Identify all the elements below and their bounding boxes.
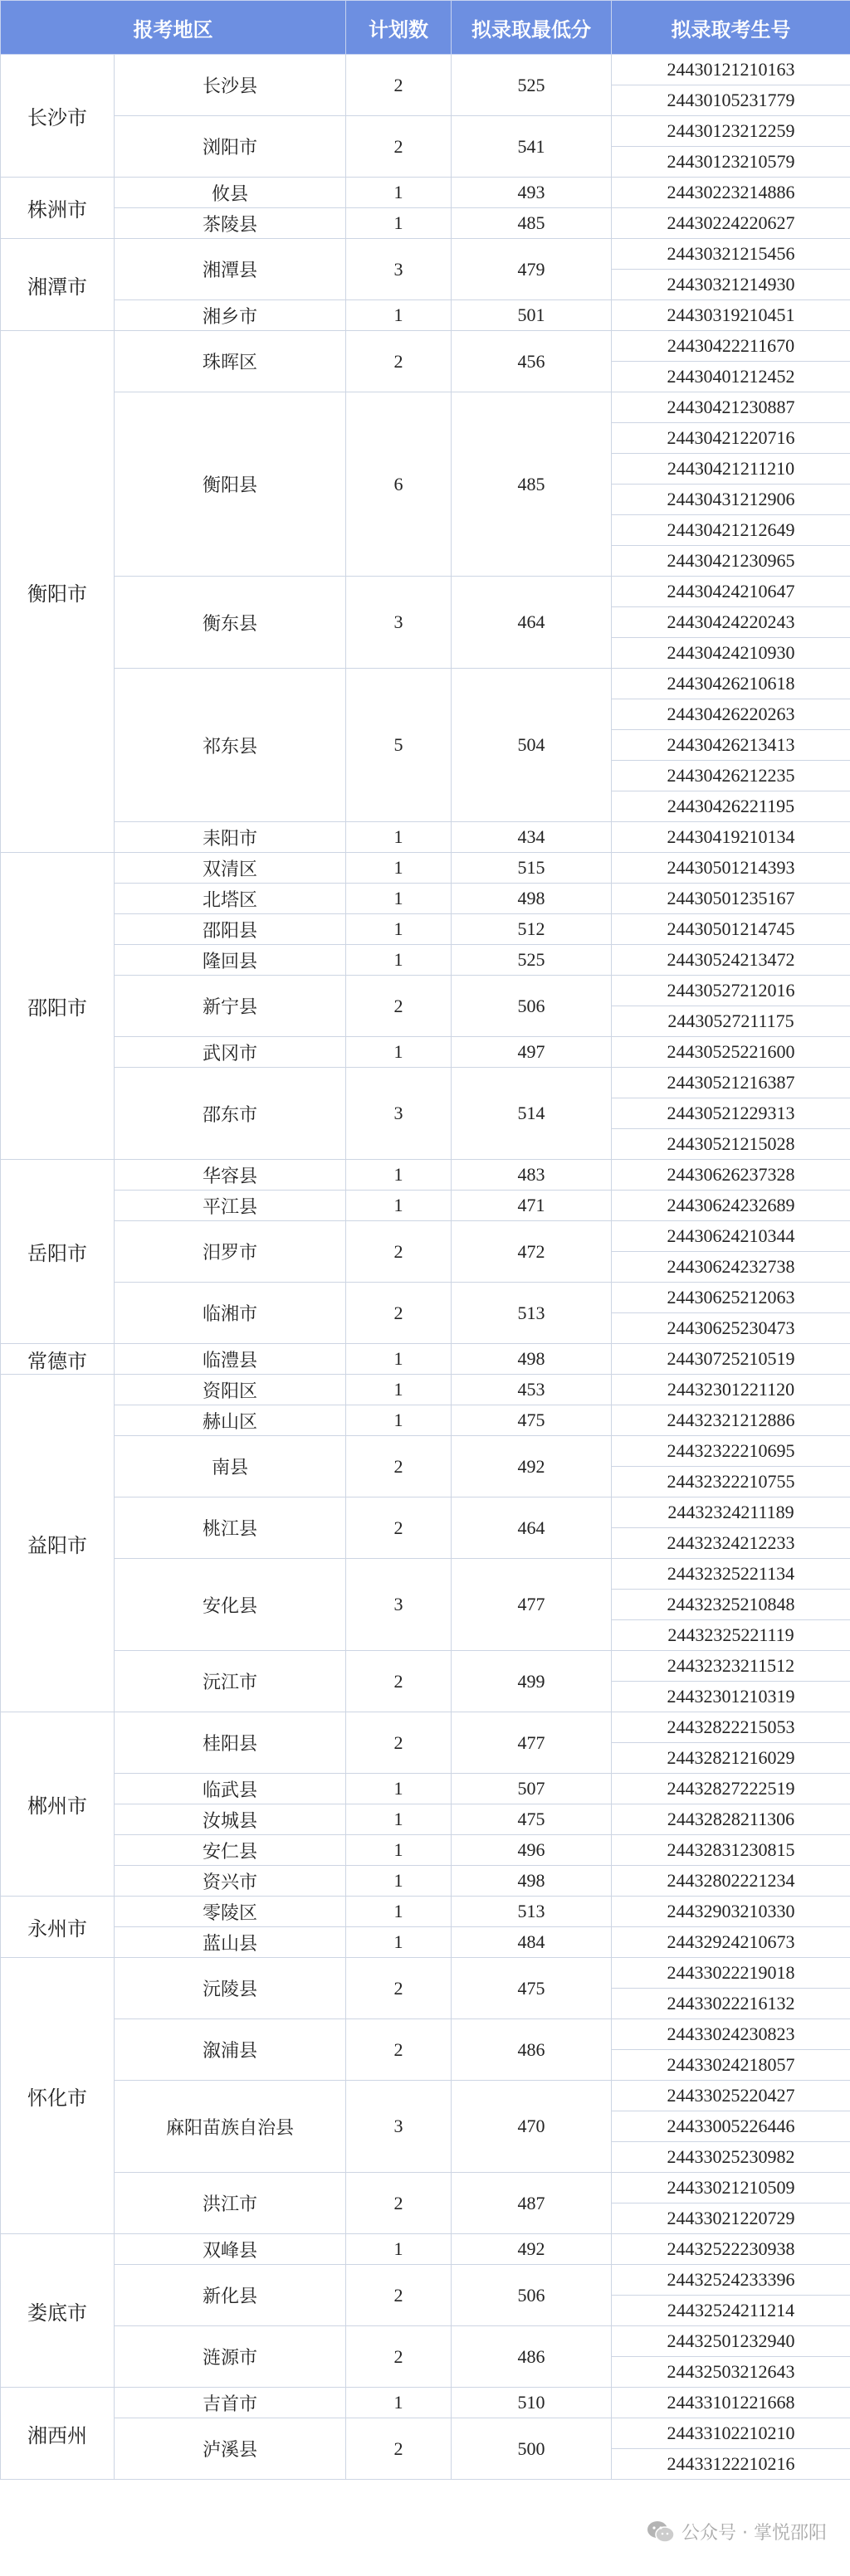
plan-cell: 1: [346, 1160, 452, 1191]
student-id-cell: 24432524233396: [612, 2265, 850, 2296]
min-score-cell: 475: [452, 1804, 612, 1835]
student-id-cell: 24430625230473: [612, 1313, 850, 1344]
table-row: [1, 1405, 850, 1436]
county-cell: 洪江市: [115, 2173, 346, 2234]
student-id-cell: 24430321215456: [612, 239, 850, 270]
plan-cell: 1: [346, 1405, 452, 1436]
header-plan: 计划数: [346, 1, 452, 55]
table-row: [1, 2081, 850, 2111]
county-cell: 衡阳县: [115, 392, 346, 577]
student-id-cell: 24432321212886: [612, 1405, 850, 1436]
plan-cell: 2: [346, 2418, 452, 2480]
student-id-cell: 24432802221234: [612, 1866, 850, 1897]
student-id-cell: 24430521229313: [612, 1098, 850, 1129]
student-id-cell: 24433022216132: [612, 1989, 850, 2019]
county-cell: 华容县: [115, 1160, 346, 1191]
min-score-cell: 434: [452, 822, 612, 853]
student-id-cell: 24430421220716: [612, 423, 850, 454]
table-row: [1, 1897, 850, 1927]
student-id-cell: 24430421211210: [612, 454, 850, 485]
table-row: [1, 1037, 850, 1068]
student-id-cell: 24432322210695: [612, 1436, 850, 1467]
plan-cell: 1: [346, 914, 452, 945]
plan-cell: 1: [346, 1774, 452, 1804]
table-body: [1, 55, 850, 2480]
watermark: [647, 2519, 827, 2544]
student-id-cell: 24430121210163: [612, 55, 850, 85]
student-id-cell: 24433102210210: [612, 2418, 850, 2449]
table-row: [1, 1651, 850, 1682]
min-score-cell: 510: [452, 2388, 612, 2418]
min-score-cell: 484: [452, 1927, 612, 1958]
student-id-cell: 24430624232689: [612, 1191, 850, 1221]
min-score-cell: 513: [452, 1897, 612, 1927]
table-row: [1, 2019, 850, 2050]
city-cell: 益阳市: [1, 1375, 115, 1712]
student-id-cell: 24432301221120: [612, 1375, 850, 1405]
student-id-cell: 24433101221668: [612, 2388, 850, 2418]
plan-cell: 2: [346, 1283, 452, 1344]
student-id-cell: 24430401212452: [612, 362, 850, 392]
student-id-cell: 24430431212906: [612, 485, 850, 515]
county-cell: 涟源市: [115, 2326, 346, 2388]
plan-cell: 3: [346, 2081, 452, 2173]
table-row: [1, 2173, 850, 2203]
plan-cell: 1: [346, 884, 452, 914]
county-cell: 新宁县: [115, 976, 346, 1037]
plan-cell: 2: [346, 1497, 452, 1559]
table-row: [1, 914, 850, 945]
student-id-cell: 24430422211670: [612, 331, 850, 362]
table-row: [1, 1804, 850, 1835]
city-cell: 娄底市: [1, 2234, 115, 2388]
county-cell: 平江县: [115, 1191, 346, 1221]
county-cell: 安化县: [115, 1559, 346, 1651]
county-cell: 赫山区: [115, 1405, 346, 1436]
plan-cell: 5: [346, 669, 452, 822]
county-cell: 茶陵县: [115, 208, 346, 239]
student-id-cell: 24430527212016: [612, 976, 850, 1006]
county-cell: 泸溪县: [115, 2418, 346, 2480]
student-id-cell: 24433024218057: [612, 2050, 850, 2081]
county-cell: 湘潭县: [115, 239, 346, 300]
county-cell: 双峰县: [115, 2234, 346, 2265]
plan-cell: 2: [346, 2019, 452, 2081]
table-row: [1, 1191, 850, 1221]
min-score-cell: 501: [452, 300, 612, 331]
table-row: [1, 945, 850, 976]
student-id-cell: 24432828211306: [612, 1804, 850, 1835]
plan-cell: 1: [346, 300, 452, 331]
table-row: [1, 1283, 850, 1313]
county-cell: 溆浦县: [115, 2019, 346, 2081]
plan-cell: 1: [346, 945, 452, 976]
student-id-cell: 24430426213413: [612, 730, 850, 761]
table-row: [1, 853, 850, 884]
table-row: [1, 300, 850, 331]
city-cell: 湘潭市: [1, 239, 115, 331]
plan-cell: 3: [346, 1068, 452, 1160]
student-id-cell: 24430501235167: [612, 884, 850, 914]
student-id-cell: 24432822215053: [612, 1712, 850, 1743]
student-id-cell: 24430419210134: [612, 822, 850, 853]
min-score-cell: 515: [452, 853, 612, 884]
student-id-cell: 24430421230965: [612, 546, 850, 577]
student-id-cell: 24432323211512: [612, 1651, 850, 1682]
table-row: [1, 822, 850, 853]
plan-cell: 2: [346, 2173, 452, 2234]
table-row: [1, 1559, 850, 1590]
plan-cell: 1: [346, 1375, 452, 1405]
county-cell: 攸县: [115, 178, 346, 208]
min-score-cell: 486: [452, 2019, 612, 2081]
student-id-cell: 24432325210848: [612, 1590, 850, 1620]
plan-cell: 6: [346, 392, 452, 577]
plan-cell: 1: [346, 1037, 452, 1068]
min-score-cell: 483: [452, 1160, 612, 1191]
table-row: [1, 1835, 850, 1866]
county-cell: 沅陵县: [115, 1958, 346, 2019]
min-score-cell: 492: [452, 1436, 612, 1497]
city-cell: 郴州市: [1, 1712, 115, 1897]
county-cell: 安仁县: [115, 1835, 346, 1866]
table-row: [1, 2388, 850, 2418]
county-cell: 邵阳县: [115, 914, 346, 945]
student-id-cell: 24430624232738: [612, 1252, 850, 1283]
min-score-cell: 506: [452, 2265, 612, 2326]
table-row: [1, 884, 850, 914]
min-score-cell: 475: [452, 1958, 612, 2019]
min-score-cell: 479: [452, 239, 612, 300]
table-row: [1, 1221, 850, 1252]
student-id-cell: 24432827222519: [612, 1774, 850, 1804]
plan-cell: 2: [346, 1958, 452, 2019]
student-id-cell: 24430424220243: [612, 607, 850, 638]
table-row: [1, 2265, 850, 2296]
plan-cell: 2: [346, 331, 452, 392]
plan-cell: 1: [346, 178, 452, 208]
county-cell: 南县: [115, 1436, 346, 1497]
plan-cell: 1: [346, 1804, 452, 1835]
min-score-cell: 456: [452, 331, 612, 392]
city-cell: 湘西州: [1, 2388, 115, 2480]
county-cell: 浏阳市: [115, 116, 346, 178]
student-id-cell: 24432501232940: [612, 2326, 850, 2357]
min-score-cell: 506: [452, 976, 612, 1037]
county-cell: 资兴市: [115, 1866, 346, 1897]
student-id-cell: 24432324211189: [612, 1497, 850, 1528]
plan-cell: 1: [346, 1835, 452, 1866]
student-id-cell: 24430626237328: [612, 1160, 850, 1191]
student-id-cell: 24432325221134: [612, 1559, 850, 1590]
student-id-cell: 24430123210579: [612, 147, 850, 178]
student-id-cell: 24433022219018: [612, 1958, 850, 1989]
county-cell: 桃江县: [115, 1497, 346, 1559]
student-id-cell: 24433025230982: [612, 2142, 850, 2173]
min-score-cell: 493: [452, 178, 612, 208]
student-id-cell: 24430527211175: [612, 1006, 850, 1037]
county-cell: 隆回县: [115, 945, 346, 976]
table-row: [1, 1774, 850, 1804]
student-id-cell: 24433005226446: [612, 2111, 850, 2142]
student-id-cell: 24432324212233: [612, 1528, 850, 1559]
county-cell: 耒阳市: [115, 822, 346, 853]
student-id-cell: 24430421230887: [612, 392, 850, 423]
plan-cell: 1: [346, 1927, 452, 1958]
student-id-cell: 24430725210519: [612, 1344, 850, 1375]
student-id-cell: 24433025220427: [612, 2081, 850, 2111]
student-id-cell: 24433021220729: [612, 2203, 850, 2234]
plan-cell: 2: [346, 1436, 452, 1497]
table-row: [1, 669, 850, 699]
plan-cell: 2: [346, 2265, 452, 2326]
table-row: [1, 2418, 850, 2449]
student-id-cell: 24433122210216: [612, 2449, 850, 2480]
table-row: [1, 1866, 850, 1897]
min-score-cell: 464: [452, 577, 612, 669]
student-id-cell: 24432524211214: [612, 2296, 850, 2326]
header-student-id: 拟录取考生号: [612, 1, 850, 55]
table-row: [1, 976, 850, 1006]
county-cell: 零陵区: [115, 1897, 346, 1927]
student-id-cell: 24430424210647: [612, 577, 850, 607]
county-cell: 武冈市: [115, 1037, 346, 1068]
county-cell: 临武县: [115, 1774, 346, 1804]
student-id-cell: 24430426210618: [612, 669, 850, 699]
county-cell: 双清区: [115, 853, 346, 884]
min-score-cell: 485: [452, 392, 612, 577]
min-score-cell: 512: [452, 914, 612, 945]
table-row: [1, 1344, 850, 1375]
min-score-cell: 525: [452, 55, 612, 116]
table-row: [1, 239, 850, 270]
min-score-cell: 507: [452, 1774, 612, 1804]
county-cell: 资阳区: [115, 1375, 346, 1405]
plan-cell: 2: [346, 1651, 452, 1712]
student-id-cell: 24430525221600: [612, 1037, 850, 1068]
plan-cell: 1: [346, 1191, 452, 1221]
plan-cell: 1: [346, 1897, 452, 1927]
min-score-cell: 498: [452, 1344, 612, 1375]
plan-cell: 2: [346, 976, 452, 1037]
header-region: 报考地区: [1, 1, 346, 55]
plan-cell: 1: [346, 822, 452, 853]
city-cell: 株洲市: [1, 178, 115, 239]
plan-cell: 3: [346, 577, 452, 669]
city-cell: 长沙市: [1, 55, 115, 178]
table-row: [1, 1375, 850, 1405]
city-cell: 岳阳市: [1, 1160, 115, 1344]
plan-cell: 1: [346, 1344, 452, 1375]
student-id-cell: 24432522230938: [612, 2234, 850, 2265]
county-cell: 吉首市: [115, 2388, 346, 2418]
min-score-cell: 471: [452, 1191, 612, 1221]
table-row: [1, 1436, 850, 1467]
student-id-cell: 24430224220627: [612, 208, 850, 239]
county-cell: 桂阳县: [115, 1712, 346, 1774]
table-row: [1, 1712, 850, 1743]
student-id-cell: 24433021210509: [612, 2173, 850, 2203]
min-score-cell: 498: [452, 1866, 612, 1897]
plan-cell: 2: [346, 1712, 452, 1774]
min-score-cell: 453: [452, 1375, 612, 1405]
plan-cell: 1: [346, 208, 452, 239]
min-score-cell: 497: [452, 1037, 612, 1068]
city-cell: 永州市: [1, 1897, 115, 1958]
min-score-cell: 475: [452, 1405, 612, 1436]
table-row: [1, 1497, 850, 1528]
min-score-cell: 477: [452, 1559, 612, 1651]
table-row: [1, 116, 850, 147]
min-score-cell: 464: [452, 1497, 612, 1559]
county-cell: 邵东市: [115, 1068, 346, 1160]
student-id-cell: 24430421212649: [612, 515, 850, 546]
student-id-cell: 24430521216387: [612, 1068, 850, 1098]
county-cell: 新化县: [115, 2265, 346, 2326]
student-id-cell: 24430624210344: [612, 1221, 850, 1252]
wechat-icon: [647, 2520, 675, 2544]
table-row: [1, 178, 850, 208]
min-score-cell: 498: [452, 884, 612, 914]
table-row: [1, 331, 850, 362]
student-id-cell: 24430426221195: [612, 791, 850, 822]
student-id-cell: 24430625212063: [612, 1283, 850, 1313]
min-score-cell: 485: [452, 208, 612, 239]
plan-cell: 1: [346, 2234, 452, 2265]
plan-cell: 1: [346, 1866, 452, 1897]
county-cell: 北塔区: [115, 884, 346, 914]
county-cell: 临湘市: [115, 1283, 346, 1344]
county-cell: 汝城县: [115, 1804, 346, 1835]
student-id-cell: 24430524213472: [612, 945, 850, 976]
header-min-score: 拟录取最低分: [452, 1, 612, 55]
county-cell: 长沙县: [115, 55, 346, 116]
county-cell: 沅江市: [115, 1651, 346, 1712]
table-row: [1, 392, 850, 423]
min-score-cell: 477: [452, 1712, 612, 1774]
table-row: [1, 2234, 850, 2265]
plan-cell: 3: [346, 1559, 452, 1651]
county-cell: 临澧县: [115, 1344, 346, 1375]
student-id-cell: 24430521215028: [612, 1129, 850, 1160]
table-row: [1, 1958, 850, 1989]
min-score-cell: 525: [452, 945, 612, 976]
min-score-cell: 500: [452, 2418, 612, 2480]
table-row: [1, 208, 850, 239]
student-id-cell: 24432322210755: [612, 1467, 850, 1497]
student-id-cell: 24430501214393: [612, 853, 850, 884]
student-id-cell: 24432301210319: [612, 1682, 850, 1712]
table-row: [1, 1927, 850, 1958]
student-id-cell: 24430501214745: [612, 914, 850, 945]
min-score-cell: 504: [452, 669, 612, 822]
student-id-cell: 24430321214930: [612, 270, 850, 300]
min-score-cell: 514: [452, 1068, 612, 1160]
student-id-cell: 24430319210451: [612, 300, 850, 331]
county-cell: 湘乡市: [115, 300, 346, 331]
city-cell: 怀化市: [1, 1958, 115, 2234]
plan-cell: 2: [346, 2326, 452, 2388]
plan-cell: 1: [346, 853, 452, 884]
min-score-cell: 541: [452, 116, 612, 178]
student-id-cell: 24430105231779: [612, 85, 850, 116]
student-id-cell: 24432503212643: [612, 2357, 850, 2388]
plan-cell: 2: [346, 55, 452, 116]
plan-cell: 1: [346, 2388, 452, 2418]
student-id-cell: 24430123212259: [612, 116, 850, 147]
county-cell: 汨罗市: [115, 1221, 346, 1283]
table-row: [1, 1068, 850, 1098]
student-id-cell: 24432924210673: [612, 1927, 850, 1958]
city-cell: 衡阳市: [1, 331, 115, 853]
table-row: [1, 1160, 850, 1191]
city-cell: 邵阳市: [1, 853, 115, 1160]
min-score-cell: 470: [452, 2081, 612, 2173]
city-cell: 常德市: [1, 1344, 115, 1375]
table-row: [1, 577, 850, 607]
county-cell: 珠晖区: [115, 331, 346, 392]
student-id-cell: 24430223214886: [612, 178, 850, 208]
student-id-cell: 24432831230815: [612, 1835, 850, 1866]
min-score-cell: 487: [452, 2173, 612, 2234]
county-cell: 衡东县: [115, 577, 346, 669]
min-score-cell: 499: [452, 1651, 612, 1712]
plan-cell: 2: [346, 1221, 452, 1283]
county-cell: 麻阳苗族自治县: [115, 2081, 346, 2173]
student-id-cell: 24432903210330: [612, 1897, 850, 1927]
table-row: [1, 2326, 850, 2357]
student-id-cell: 24432325221119: [612, 1620, 850, 1651]
county-cell: 祁东县: [115, 669, 346, 822]
table-header-row: [1, 1, 850, 55]
watermark-text: 公众号 · 掌悦邵阳: [681, 2523, 827, 2544]
min-score-cell: 472: [452, 1221, 612, 1283]
min-score-cell: 496: [452, 1835, 612, 1866]
student-id-cell: 24430426212235: [612, 761, 850, 791]
county-cell: 蓝山县: [115, 1927, 346, 1958]
student-id-cell: 24430424210930: [612, 638, 850, 669]
min-score-cell: 486: [452, 2326, 612, 2388]
plan-cell: 2: [346, 116, 452, 178]
student-id-cell: 24432821216029: [612, 1743, 850, 1774]
student-id-cell: 24433024230823: [612, 2019, 850, 2050]
min-score-cell: 492: [452, 2234, 612, 2265]
student-id-cell: 24430426220263: [612, 699, 850, 730]
min-score-cell: 513: [452, 1283, 612, 1344]
table-row: [1, 55, 850, 85]
plan-cell: 3: [346, 239, 452, 300]
